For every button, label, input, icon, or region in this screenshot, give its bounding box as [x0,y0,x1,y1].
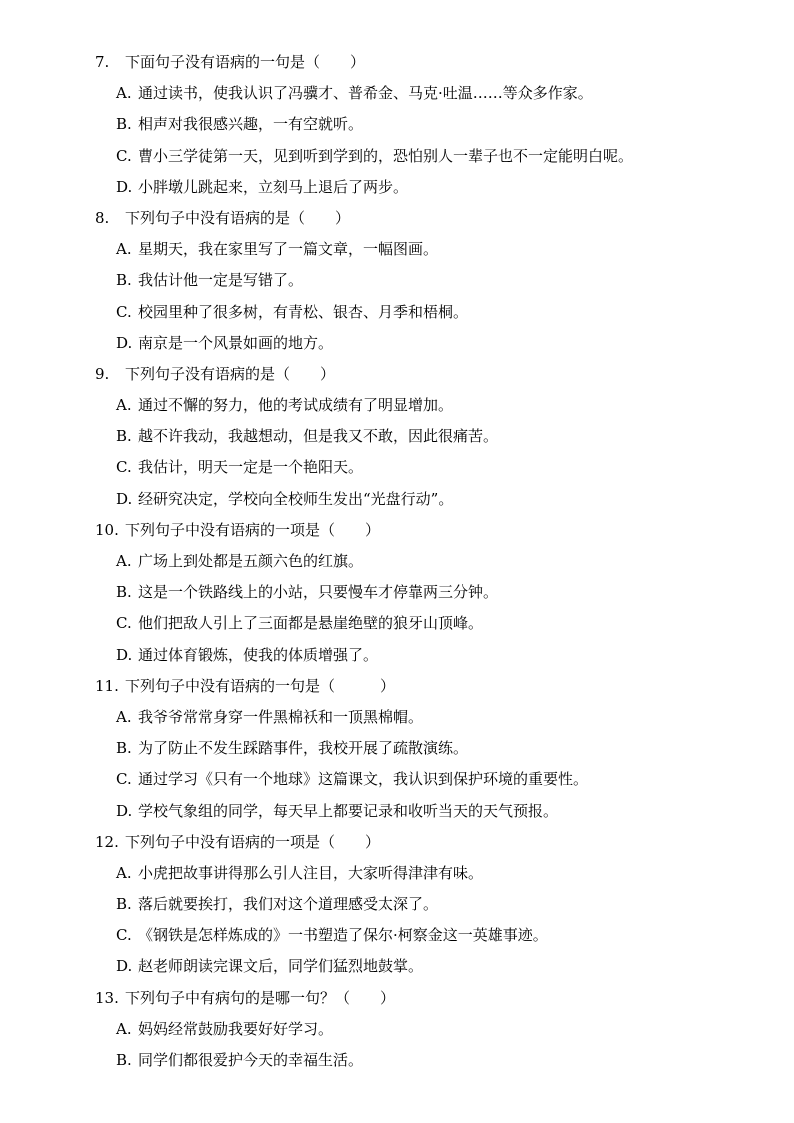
question-stem [0,983,794,1014]
option-text: 小胖墩儿跳起来，立刻马上退后了两步。 [138,177,409,196]
option-letter: C. [116,146,132,165]
question-stem [0,47,794,78]
option-letter: B. [116,115,132,134]
option-letter: B. [116,739,132,758]
question-7 [0,983,794,1077]
question-number: 10. [95,520,119,539]
answer-option [0,484,794,515]
option-text: 越不许我动，我越想动，但是我又不敢，因此很痛苦。 [138,427,499,446]
option-text: 妈妈经常鼓励我要好好学习。 [138,1019,334,1038]
option-text: 经研究决定，学校向全校师生发出“光盘行动”。 [138,489,454,508]
option-text: 星期天，我在家里写了一篇文章，一幅图画。 [138,240,439,259]
option-letter: A. [116,707,132,726]
question-stem [0,515,794,546]
answer-option [0,328,794,359]
question-number: 12. [95,832,119,851]
option-letter: C. [116,770,132,789]
option-letter: C. [116,614,132,633]
option-letter: D. [116,645,133,664]
option-text: 《钢铁是怎样炼成的》一书塑造了保尔·柯察金这一英雄事迹。 [138,926,548,945]
question-text: 下列句子中没有语病的一项是（ ） [125,520,381,539]
option-letter: A. [116,863,132,882]
answer-option [0,390,794,421]
option-text: 小虎把故事讲得那么引人注目，大家听得津津有味。 [138,863,484,882]
option-letter: B. [116,583,132,602]
option-text: 通过学习《只有一个地球》这篇课文，我认识到保护环境的重要性。 [138,770,589,789]
question-number: 9. [95,364,110,383]
answer-option [0,78,794,109]
answer-option [0,733,794,764]
answer-option [0,702,794,733]
option-letter: D. [116,177,133,196]
question-text: 下列句子中没有语病的是（ ） [125,208,351,227]
answer-option [0,141,794,172]
answer-option [0,889,794,920]
option-text: 这是一个铁路线上的小站，只要慢车才停靠两三分钟。 [138,583,499,602]
question-text: 下列句子中有病句的是哪一句？（ ） [125,988,396,1007]
question-text: 下列句子中没有语病的一项是（ ） [125,832,381,851]
option-text: 广场上到处都是五颜六色的红旗。 [138,552,364,570]
option-text: 为了防止不发生踩踏事件，我校开展了疏散演练。 [138,739,469,758]
answer-option [0,109,794,140]
option-letter: B. [116,271,132,290]
option-letter: C. [116,926,132,945]
answer-option [0,608,794,639]
answer-option [0,1045,794,1076]
question-5 [0,671,794,827]
question-number: 11. [95,676,119,695]
question-stem [0,827,794,858]
answer-option [0,920,794,951]
option-text: 通过读书，使我认识了冯骥才、普希金、马克·吐温……等众多作家。 [138,84,593,103]
option-letter: B. [116,895,132,914]
question-number: 7. [95,53,110,71]
option-text: 同学们都很爱护今天的幸福生活。 [138,1051,364,1069]
answer-option [0,577,794,608]
answer-option [0,640,794,671]
question-text: 下列句子中没有语病的一句是（ ） [125,676,396,695]
option-text: 相声对我很感兴趣，一有空就听。 [138,115,364,134]
option-text: 学校气象组的同学，每天早上都要记录和收听当天的天气预报。 [138,801,559,820]
option-text: 我估计，明天一定是一个艳阳天。 [138,458,364,477]
option-letter: B. [116,427,132,446]
option-letter: A. [116,240,132,259]
option-letter: A. [116,84,132,103]
option-letter: D. [116,801,133,820]
option-letter: B. [116,1051,132,1069]
question-1 [0,47,794,203]
option-text: 赵老师朗读完课文后，同学们猛烈地鼓掌。 [138,957,424,976]
option-letter: C. [116,458,132,477]
answer-option [0,764,794,795]
option-text: 落后就要挨打，我们对这个道理感受太深了。 [138,895,439,914]
question-4 [0,515,794,671]
option-letter: D. [116,333,133,352]
answer-option [0,297,794,328]
question-6 [0,827,794,983]
question-number: 8. [95,208,110,227]
answer-option [0,265,794,296]
answer-option [0,452,794,483]
option-text: 我爷爷常常身穿一件黑棉袄和一顶黑棉帽。 [138,707,424,726]
question-3 [0,359,794,515]
answer-option [0,546,794,577]
question-stem [0,203,794,234]
option-text: 他们把敌人引上了三面都是悬崖绝壁的狼牙山顶峰。 [138,614,484,633]
answer-option [0,172,794,203]
option-letter: A. [116,1019,132,1038]
answer-option [0,796,794,827]
question-stem [0,671,794,702]
question-number: 13. [95,988,119,1007]
option-letter: D. [116,957,133,976]
answer-option [0,1014,794,1045]
answer-option [0,951,794,982]
question-text: 下面句子没有语病的一句是（ ） [125,53,366,71]
question-list [0,47,794,1076]
option-text: 通过体育锻炼，使我的体质增强了。 [138,645,379,664]
answer-option [0,858,794,889]
option-text: 南京是一个风景如画的地方。 [138,333,334,352]
option-text: 我估计他一定是写错了。 [138,271,304,290]
answer-option [0,234,794,265]
option-text: 通过不懈的努力，他的考试成绩有了明显增加。 [138,396,454,415]
answer-option [0,421,794,452]
option-letter: D. [116,489,133,508]
question-text: 下列句子没有语病的是（ ） [125,364,336,383]
option-text: 曹小三学徒第一天，见到听到学到的，恐怕别人一辈子也不一定能明白呢。 [138,146,634,165]
option-text: 校园里种了很多树，有青松、银杏、月季和梧桐。 [138,302,469,321]
option-letter: A. [116,552,132,570]
option-letter: C. [116,302,132,321]
question-stem [0,359,794,390]
option-letter: A. [116,396,132,415]
question-2 [0,203,794,359]
